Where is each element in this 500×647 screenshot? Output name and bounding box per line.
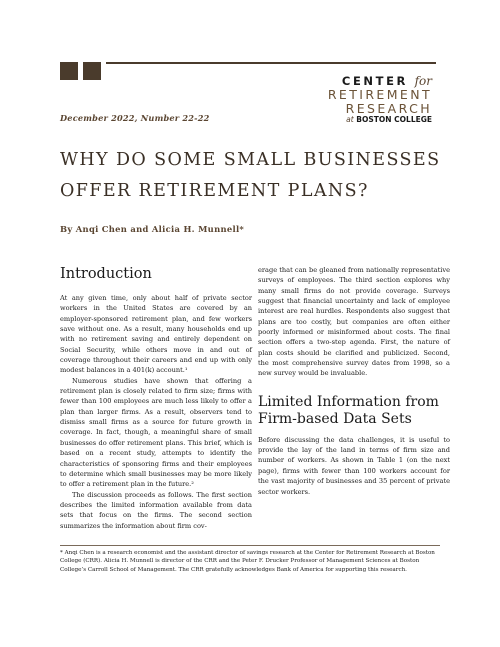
logo-boston-college	[346, 115, 432, 124]
section-heading-line-1: Limited Information from	[258, 393, 439, 410]
issue-line: December 2022, Number 22-22	[60, 113, 210, 123]
page-title-line-1: WHY DO SOME SMALL BUSINESSES	[60, 150, 441, 170]
column-left	[60, 293, 252, 531]
footnote-divider	[60, 545, 440, 546]
crr-logo	[0, 0, 500, 130]
intro-paragraph-2: Numerous studies have shown that offering a retirement plan is closely related to firm size; firms with fewer than 100 employees are much less likely to offer a plan than larger firms. As a result, observers tend to dismiss small firms as a source for future growth in coverage. In fact, though, a meaningful share of small businesses do offer retirement plans. This brief, which is based on a recent study, attempts to identify the characteristics of sponsoring firms and their employees to determine which small businesses may be more likely to offer a retirement plan in the future.²	[60, 376, 252, 489]
intro-paragraph-1: At any given time, only about half of private sector workers in the United States are covered by an employer-sponsored retirement plan, and few workers save without one. As a result, many households end up with no retirement saving and entirely dependent on Social Security, while others move in and out of coverage throughout their careers and end up with only modest balances in a 401(k) account.¹	[60, 294, 252, 375]
section-heading-limited-information	[258, 394, 450, 429]
logo-rule	[106, 62, 436, 64]
intro-paragraph-3-continued: erage that can be gleaned from nationally representative surveys of employees. The third section explores why many small firms do not provide coverage. Surveys suggest that financial uncertainty and lack of employee interest are real hurdles. Respondents also suggest that plans are too costly, but companies are often either poorly informed or misinformed about costs. The final section offers a two-step agenda. First, the nature of plan costs should be clarified and publicized. Second, the most comprehensive survey dates from 1998, so a new survey would be invaluable.	[258, 266, 450, 378]
column-right	[258, 265, 450, 497]
section-heading-line-2: Firm-based Data Sets	[258, 411, 412, 428]
logo-for-text: for	[414, 74, 432, 88]
logo-center-text: CENTER	[341, 74, 408, 88]
author-footnote: * Anqi Chen is a research economist and the assistant director of savings research at the Center for Retirement Research at Boston College (CRR). Alicia H. Munnell is director of the CRR and the Peter F. Drucker Professor of Management Sciences at Boston College’s Carroll School of Management. The CRR gratefully acknowledges Bank of America for supporting this research.	[60, 550, 435, 573]
logo-at-text: at	[346, 115, 354, 124]
logo-square-2	[83, 62, 101, 80]
byline: By Anqi Chen and Alicia H. Munnell*	[60, 224, 245, 234]
logo-center-for	[342, 74, 432, 88]
section-paragraph-1: Before discussing the data challenges, it is useful to provide the lay of the land in terms of firm size and number of workers. As shown in Table 1 (on the next page), firms with fewer than 100 workers account for the vast majority of businesses and 35 percent of private sector workers.	[258, 435, 450, 496]
logo-bc-text: BOSTON COLLEGE	[356, 115, 432, 124]
logo-research: RESEARCH	[345, 101, 432, 116]
page-title-line-2: OFFER RETIREMENT PLANS?	[60, 181, 369, 201]
introduction-heading: Introduction	[60, 266, 152, 282]
intro-paragraph-3: The discussion proceeds as follows. The first section describes the limited information available from data sets that focus on the firms. The second section summarizes the information about firm cov-	[60, 490, 252, 530]
logo-retirement: RETIREMENT	[327, 87, 432, 102]
logo-square-1	[60, 62, 78, 80]
